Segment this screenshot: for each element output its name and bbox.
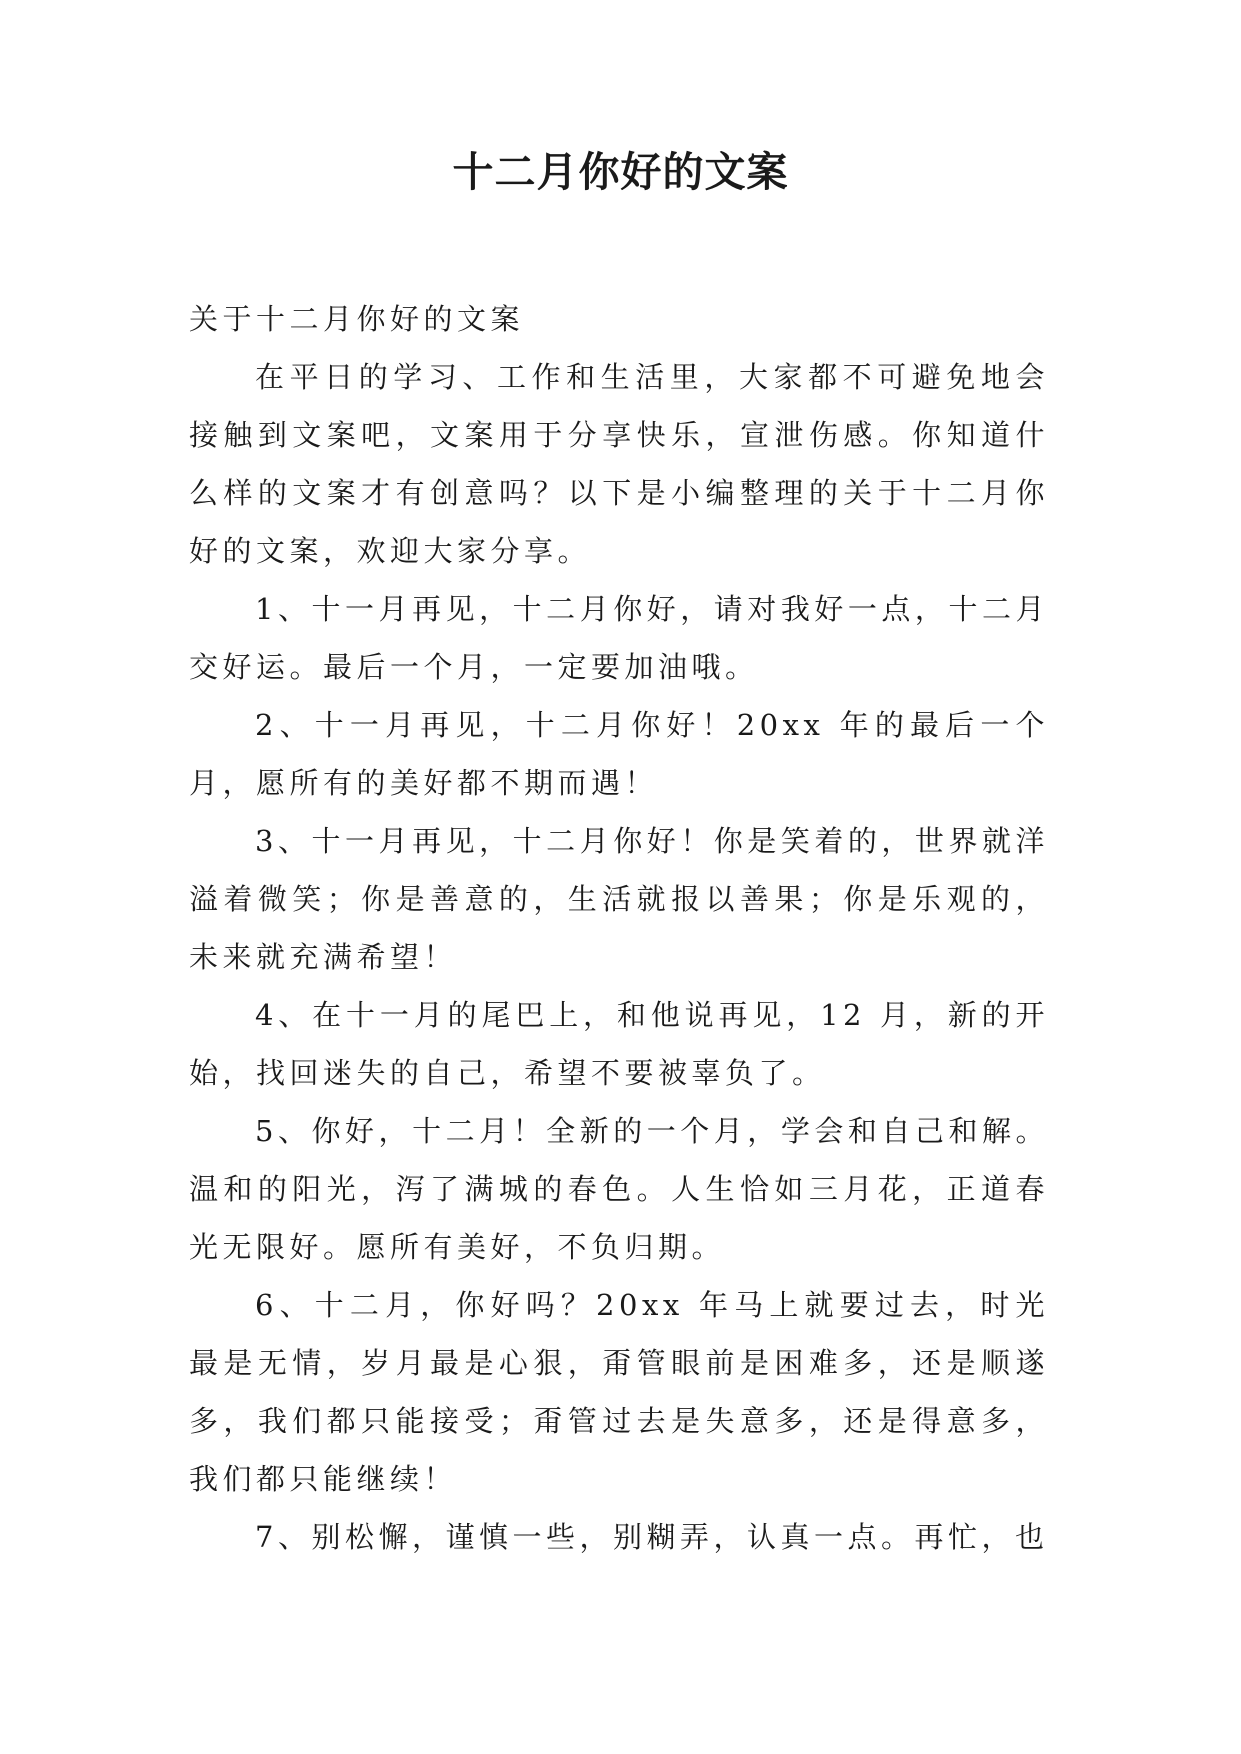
list-item: 5、你好，十二月！全新的一个月，学会和自己和解。温和的阳光，泻了满城的春色。人生恰如三月花，正道春光无限好。愿所有美好，不负归期。 [189,1114,1049,1264]
document-subtitle: 关于十二月你好的文案 [189,302,525,336]
list-item: 2、十一月再见，十二月你好！20xx 年的最后一个月，愿所有的美好都不期而遇！ [189,708,1049,800]
document-body [189,290,1049,1566]
document-title: 十二月你好的文案 [452,148,789,196]
list-item: 7、别松懈，谨慎一些，别糊弄，认真一点。再忙，也 [255,1520,1049,1554]
list-item: 3、十一月再见，十二月你好！你是笑着的，世界就洋溢着微笑；你是善意的，生活就报以善果；你是乐观的，未来就充满希望！ [189,824,1049,974]
list-item: 1、十一月再见，十二月你好，请对我好一点，十二月交好运。最后一个月，一定要加油哦。 [189,592,1049,684]
intro-paragraph: 在平日的学习、工作和生活里，大家都不可避免地会接触到文案吧，文案用于分享快乐，宣泄伤感。你知道什么样的文案才有创意吗？以下是小编整理的关于十二月你好的文案，欢迎大家分享。 [189,360,1049,568]
list-item: 4、在十一月的尾巴上，和他说再见，12 月，新的开始，找回迷失的自己，希望不要被辜负了。 [189,998,1049,1090]
list-item: 6、十二月，你好吗？20xx 年马上就要过去，时光最是无情，岁月最是心狠，甭管眼前是困难多，还是顺遂多，我们都只能接受；甭管过去是失意多，还是得意多，我们都只能继续！ [189,1288,1049,1496]
